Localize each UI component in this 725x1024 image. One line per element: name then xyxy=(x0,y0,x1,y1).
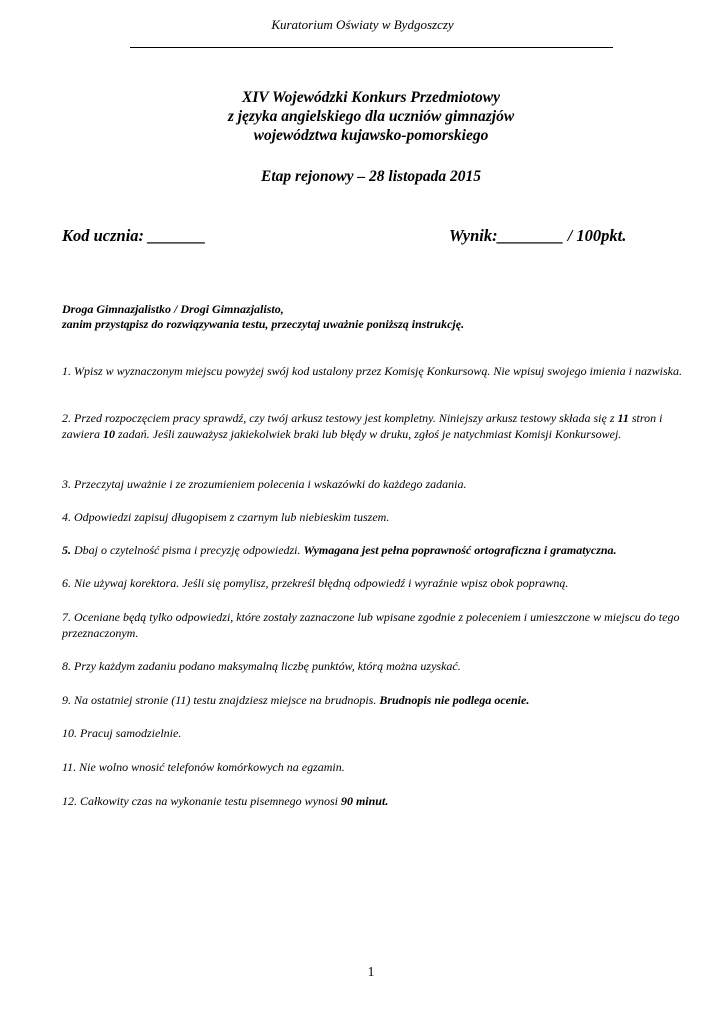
instruction-item xyxy=(62,794,687,810)
header-divider xyxy=(130,47,613,48)
instruction-text: stron i zawiera xyxy=(62,411,663,441)
instruction-item: 8. Przy każdym zadaniu podano maksymalną liczbę punktów, którą można uzyskać. xyxy=(62,659,461,673)
instruction-item: 1. Wpisz w wyznaczonym miejscu powyżej swój kod ustalony przez Komisję Konkursową. Nie wpisuj swojego imienia i nazwiska. xyxy=(62,364,682,378)
score-field: Wynik:________ / 100pkt. xyxy=(449,226,627,245)
instruction-text: 2. Przed rozpoczęciem pracy sprawdź, czy twój arkusz testowy jest kompletny. Niniejszy arkusz testowy składa się z xyxy=(62,411,615,425)
instruction-number: 5. xyxy=(62,543,71,557)
document-title xyxy=(0,88,725,145)
instruction-item: 6. Nie używaj korektora. Jeśli się pomylisz, przekreśl błędną odpowiedź i wyraźnie wpisz obok poprawną. xyxy=(62,576,569,590)
title-line-1: XIV Wojewódzki Konkurs Przedmiotowy xyxy=(242,89,500,106)
instruction-text: Dbaj o czytelność pisma i precyzję odpowiedzi. xyxy=(74,543,301,557)
instruction-item: 3. Przeczytaj uważnie i ze zrozumieniem polecenia i wskazówki do każdego zadania. xyxy=(62,477,467,491)
intro-greeting: Droga Gimnazjalistko / Drogi Gimnazjalisto, xyxy=(62,302,284,316)
student-code-field: Kod ucznia: _______ xyxy=(62,226,206,245)
intro-instruction: zanim przystąpisz do rozwiązywania testu, przeczytaj uważnie poniższą instrukcję. xyxy=(62,317,465,331)
intro-block xyxy=(62,302,682,332)
page-number: 1 xyxy=(367,964,375,979)
stage-date: Etap rejonowy – 28 listopada 2015 xyxy=(260,168,482,185)
title-line-3: województwa kujawsko-pomorskiego xyxy=(253,127,489,144)
instruction-item xyxy=(62,693,687,709)
instruction-item: 7. Oceniane będą tylko odpowiedzi, które zostały zaznaczone lub wpisane zgodnie z poleceniem i umieszczone w miejscu do tego przeznaczonym. xyxy=(62,610,680,640)
instruction-item: 10. Pracuj samodzielnie. xyxy=(62,726,182,740)
instruction-text: 12. Całkowity czas na wykonanie testu pisemnego wynosi xyxy=(62,794,338,808)
time-limit: 90 minut. xyxy=(340,794,389,808)
instruction-item xyxy=(62,411,687,442)
instruction-text: zadań. Jeśli zauważysz jakiekolwiek braki lub błędy w druku, zgłoś je natychmiast Komisji Konkursowej. xyxy=(118,426,622,441)
instruction-item xyxy=(62,543,687,559)
instruction-text: 9. Na ostatniej stronie (11) testu znajdziesz miejsce na brudnopis. xyxy=(62,693,377,707)
title-line-2: z języka angielskiego dla uczniów gimnazjów xyxy=(227,108,515,125)
instruction-item: 4. Odpowiedzi zapisuj długopisem z czarnym lub niebieskim tuszem. xyxy=(62,510,390,524)
header-institution: Kuratorium Oświaty w Bydgoszczy xyxy=(271,17,454,32)
instruction-emphasis: Wymagana jest pełna poprawność ortograficzna i gramatyczna. xyxy=(303,543,617,557)
task-count: 10 xyxy=(103,426,116,441)
page-count: 11 xyxy=(617,411,629,425)
instruction-emphasis: Brudnopis nie podlega ocenie. xyxy=(379,693,530,707)
instruction-item: 11. Nie wolno wnosić telefonów komórkowych na egzamin. xyxy=(62,760,345,774)
